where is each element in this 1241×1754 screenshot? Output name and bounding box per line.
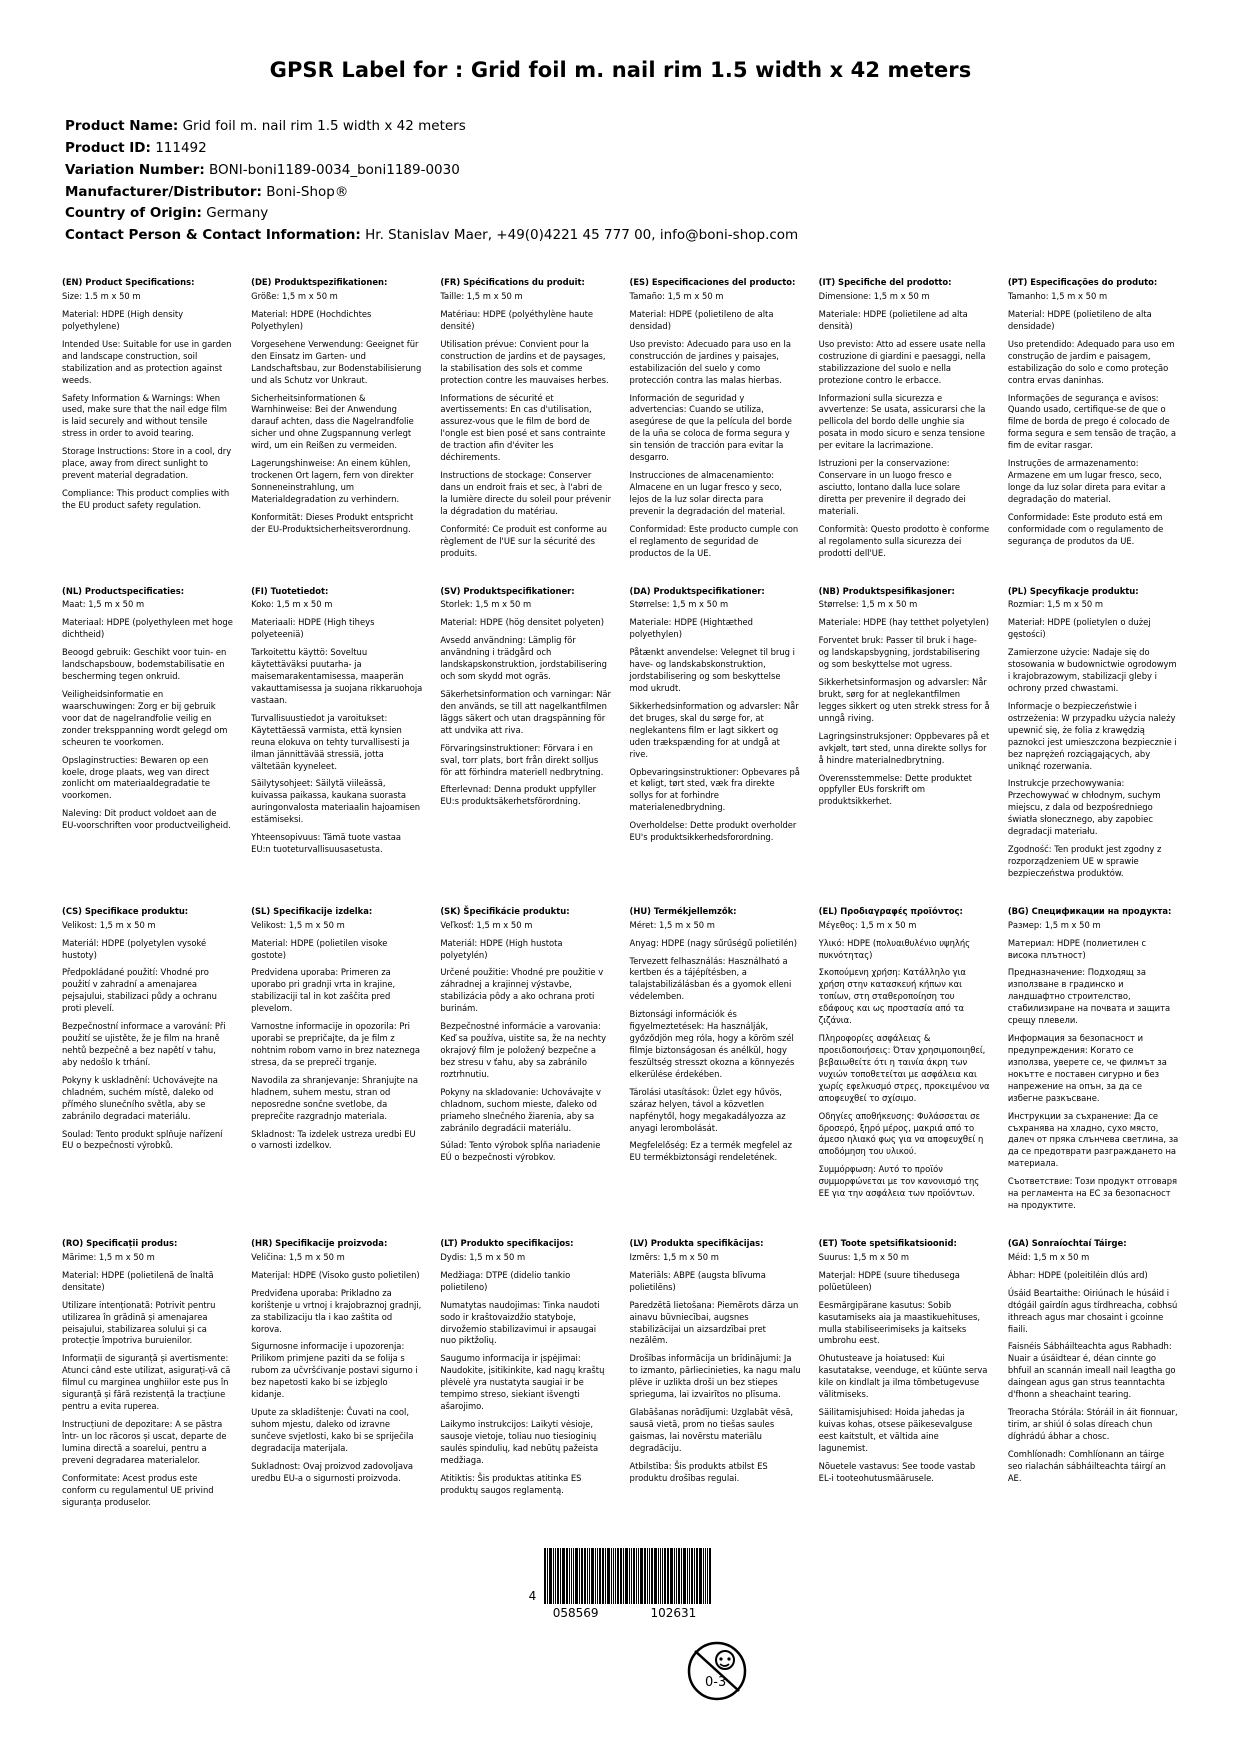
meta-value: 111492 <box>155 139 207 156</box>
spec-block-nb <box>819 586 990 880</box>
spec-paragraph: Úsáid Beartaithe: Oiriúnach le húsáid i dtógáil gairdín agus tírdhreacha, cobhsú ithreach agus mar chosaint i gcoinne fiaili. <box>1007 1287 1178 1334</box>
spec-paragraph: Tamaño: 1,5 m x 50 m <box>629 291 724 302</box>
page-title: GPSR Label for : Grid foil m. nail rim 1.5 width x 42 meters <box>269 58 972 82</box>
spec-paragraph: Soulad: Tento produkt splňuje nařízení EU o bezpečnosti výrobků. <box>62 1128 223 1151</box>
spec-block-hr <box>251 1238 422 1508</box>
meta-label: Manufacturer/Distributor: <box>65 183 262 200</box>
spec-paragraph: Varnostne informacije in opozorila: Pri uporabi se prepričajte, da je film z nohtnim robom varno in brez nateznega stresa, da se prepreči trganje. <box>251 1021 421 1067</box>
spec-block-it <box>819 277 990 559</box>
spec-paragraph: Συμμόρφωση: Αυτό το προϊόν συμμορφώνεται με τον κανονισμό της ΕΕ για την ασφάλεια των προϊόντων. <box>818 1164 980 1199</box>
spec-paragraph: Izmērs: 1,5 m x 50 m <box>629 1251 719 1262</box>
spec-paragraph: Sukladnost: Ovaj proizvod zadovoljava uredbu EU-a o sigurnosti proizvoda. <box>251 1460 414 1483</box>
spec-paragraph: Uso previsto: Adecuado para uso en la construcción de jardines y paisajes, estabilización del suelo y como protección contra las malas hierbas. <box>629 338 791 385</box>
spec-paragraph: Navodila za shranjevanje: Shranjujte na hladnem, suhem mestu, stran od neposredne sončne svetlobe, da preprečite razgradnjo materiala. <box>251 1074 418 1121</box>
spec-paragraph: Skladnost: Ta izdelek ustreza uredbi EU o varnosti izdelkov. <box>251 1128 416 1151</box>
spec-heading: (FR) Spécifications du produit: <box>440 277 585 288</box>
language-specifications-grid <box>62 277 1179 1508</box>
spec-paragraph: Sicherheitsinformationen & Warnhinweise: Bei der Anwendung darauf achten, dass die Nagelrandfolie sicher und ohne Zugspannung verlegt wird, um ein Reißen zu vermeiden. <box>251 392 414 451</box>
spec-heading: (PT) Especificações do produto: <box>1007 277 1158 288</box>
meta-label: Variation Number: <box>65 161 205 178</box>
spec-block-pl <box>1008 586 1179 880</box>
spec-paragraph: Yhteensopivuus: Tämä tuote vastaa EU:n tuoteturvallisuusasetusta. <box>251 832 402 855</box>
spec-paragraph: Οδηγίες αποθήκευσης: Φυλάσσεται σε δροσερό, ξηρό μέρος, μακριά από το άμεσο ηλιακό φως για να αποφευχθεί η αποδόμηση του υλικού. <box>818 1110 984 1157</box>
meta-label: Contact Person & Contact Information: <box>65 227 361 244</box>
spec-heading: (SK) Špecifikácie produktu: <box>440 905 570 916</box>
spec-paragraph: Veličina: 1,5 m x 50 m <box>251 1251 345 1262</box>
spec-paragraph: Utilizare intenționată: Potrivit pentru utilizarea în grădină și amenajarea peisajului, stabilizarea solului și ca protecție împotriva buruienilor. <box>62 1299 216 1346</box>
spec-paragraph: Atbilstība: Šis produkts atbilst ES produktu drošības regulai. <box>629 1460 768 1483</box>
spec-paragraph: Drošības informācija un brīdinājumi: Ja to izmanto, pārliecinieties, ka nagu malu plēve ir uzlikta droši un bez stiepes sprieguma, lai izvairītos no plīsuma. <box>629 1353 801 1400</box>
spec-paragraph: Naleving: Dit product voldoet aan de EU-voorschriften voor productveiligheid. <box>62 808 231 831</box>
meta-value: Boni-Shop® <box>266 183 349 200</box>
spec-paragraph: Bezpečnostní informace a varování: Při použití se ujistěte, že je film na hraně nehtů bezpečně a bez napětí v tahu, aby nedošlo k trhání. <box>62 1021 226 1067</box>
spec-paragraph: Größe: 1,5 m x 50 m <box>251 291 338 302</box>
spec-paragraph: Matériau: HDPE (polyéthylène haute densité) <box>440 309 594 331</box>
spec-paragraph: Uso previsto: Atto ad essere usate nella costruzione di giardini e paesaggi, nella stabilizzazione del suolo e nella protezione contro le erbacce. <box>818 338 986 385</box>
spec-paragraph: Instrucțiuni de depozitare: A se păstra într- un loc răcoros și uscat, departe de lumina directă a soarelui, pentru a preveni degradarea materialelor. <box>62 1418 227 1465</box>
spec-paragraph: Conformidad: Este producto cumple con el reglamento de seguridad de productos de la UE. <box>629 523 799 558</box>
meta-row-product-id <box>65 138 1179 160</box>
spec-paragraph: Σκοπούμενη χρήση: Κατάλληλο για χρήση στην κατασκευή κήπων και τοπίων, στη σταθεροποίηση του εδάφους και ως προστασία από τα ζιζάνια. <box>818 967 966 1026</box>
spec-paragraph: Materiaali: HDPE (High tiheys polyeteeniä) <box>251 617 375 640</box>
spec-paragraph: Materiale: HDPE (polietilene ad alta densità) <box>818 309 968 331</box>
spec-paragraph: Biztonsági információk és figyelmeztetések: Ha használják, győződjön meg róla, hogy a köröm szél filmje biztonságosan és anélkül, hogy feszültség stresszt okozna a könnyezés elkerülése érdekében. <box>629 1009 795 1079</box>
spec-paragraph: Съответствие: Този продукт отговаря на регламента на ЕС за безопасност на продуктите. <box>1007 1176 1178 1211</box>
ce-mark-icon <box>483 1641 579 1705</box>
spec-paragraph: Uso pretendido: Adequado para uso em construção de jardim e paisagem, estabilização do solo e como proteção contra ervas daninhas. <box>1007 338 1175 385</box>
spec-block-de <box>251 277 422 559</box>
age-restriction-label: 0-3 <box>704 1675 726 1691</box>
spec-heading: (DA) Produktspecifikationer: <box>629 585 765 596</box>
spec-paragraph: Medžiaga: DTPE (didelio tankio polietileno) <box>440 1269 571 1292</box>
meta-row-product-name <box>65 116 1179 138</box>
product-meta <box>65 116 1179 247</box>
footer <box>62 1548 1179 1706</box>
spec-heading: (DE) Produktspezifikationen: <box>251 277 388 288</box>
spec-block-sk <box>440 906 611 1212</box>
spec-paragraph: Velikost: 1,5 m x 50 m <box>251 919 345 930</box>
spec-heading: (BG) Спецификации на продукта: <box>1007 905 1172 916</box>
spec-paragraph: Dimensione: 1,5 m x 50 m <box>818 291 930 302</box>
spec-paragraph: Informações de segurança e avisos: Quando usado, certifique-se de que o filme de borda de prego é colocado de forma segura e sem tensão de tração, a fim de evitar rasgar. <box>1007 392 1177 451</box>
spec-paragraph: Størrelse: 1,5 m x 50 m <box>629 599 729 610</box>
no-children-under-3-icon <box>675 1640 759 1706</box>
spec-paragraph: Méret: 1,5 m x 50 m <box>629 919 715 930</box>
spec-paragraph: Dydis: 1,5 m x 50 m <box>440 1251 526 1262</box>
barcode-right-group: 102631 <box>650 1606 697 1621</box>
spec-paragraph: Istruzioni per la conservazione: Conservare in un luogo fresco e asciutto, lontano dalla luce solare diretta per prevenire il degrado dei materiali. <box>818 458 966 516</box>
spec-paragraph: Material: HDPE (polietileno de alta densidad) <box>629 309 774 331</box>
spec-paragraph: Instrukcje przechowywania: Przechowywać w chłodnym, suchym miejscu, z dala od bezpośredniego światła słonecznego, aby zapobiec degradacji materiału. <box>1007 778 1161 837</box>
spec-paragraph: Размер: 1,5 m x 50 m <box>1007 919 1101 930</box>
spec-paragraph: Súlad: Tento výrobok spĺňa nariadenie EÚ o bezpečnosti výrobkov. <box>440 1140 601 1163</box>
spec-paragraph: Conformidade: Este produto está em conformidade com o regulamento de segurança de produtos da UE. <box>1007 511 1164 546</box>
spec-paragraph: Rozmiar: 1,5 m x 50 m <box>1007 599 1104 610</box>
spec-paragraph: Storlek: 1,5 m x 50 m <box>440 599 532 610</box>
spec-paragraph: Méid: 1,5 m x 50 m <box>1007 1251 1090 1262</box>
spec-paragraph: Safety Information & Warnings: When used, make sure that the nail edge film is laid securely and without tensile stress in order to avoid tearing. <box>62 392 228 439</box>
spec-paragraph: Opbevaringsinstruktioner: Opbevares på et køligt, tørt sted, væk fra direkte sollys for at forhindre materialenedbrydning. <box>629 766 800 813</box>
spec-paragraph: Size: 1.5 m x 50 m <box>62 291 141 302</box>
spec-paragraph: Anyag: HDPE (nagy sűrűségű polietilén) <box>629 937 797 948</box>
spec-paragraph: Intended Use: Suitable for use in garden and landscape construction, soil stabilization and as protection against weeds. <box>62 338 232 385</box>
meta-value: Hr. Stanislav Maer, +49(0)4221 45 777 00, info@boni-shop.com <box>365 227 799 244</box>
barcode-bars <box>544 1548 712 1604</box>
spec-paragraph: Информация за безопасност и предупреждения: Когато се използва, уверете се, че филмът за нокътте е поставен сигурно и без напрежение на опън, за да се избегне разкъсване. <box>1007 1033 1167 1103</box>
spec-block-lv <box>630 1238 801 1508</box>
spec-paragraph: Paredzētā lietošana: Piemērots dārza un ainavu būvniecībai, augsnes stabilizācijai un aizsardzībai pret nezālēm. <box>629 1299 799 1346</box>
spec-heading: (PL) Specyfikacje produktu: <box>1007 585 1139 596</box>
spec-heading: (ET) Toote spetsifikatsioonid: <box>818 1238 957 1248</box>
spec-paragraph: Предназначение: Подходящ за използване в градинско и ландшафтно строителство, стабилизиране на почвата и защита срещу плевели. <box>1007 967 1171 1026</box>
spec-block-ro <box>62 1238 233 1508</box>
meta-row-contact <box>65 225 1179 247</box>
spec-paragraph: Upute za skladištenje: Čuvati na cool, suhom mjestu, daleko od izravne sunčeve svjetlosti, kako bi se spriječila degradacija materijala. <box>251 1407 414 1453</box>
spec-heading: (NL) Productspecificaties: <box>62 585 185 596</box>
spec-paragraph: Opslaginstructies: Bewaren op een koele, droge plaats, weg van direct zonlicht om materiaaldegradatie te voorkomen. <box>62 754 211 801</box>
spec-paragraph: Informacje o bezpieczeństwie i ostrzeżenia: W przypadku użycia należy upewnić się, że folia z krawędzią paznokci jest umieszczona bezpiecznie i bez naprężeń rozciągających, aby uniknąć rozerwania. <box>1007 700 1177 771</box>
spec-paragraph: Conformità: Questo prodotto è conforme al regolamento sulla sicurezza dei prodotti dell'UE. <box>818 523 990 558</box>
spec-paragraph: Material: HDPE (Hochdichtes Polyethylen) <box>251 309 372 331</box>
spec-paragraph: Veľkosť: 1,5 m x 50 m <box>440 919 533 930</box>
spec-heading: (CS) Specifikace produktu: <box>62 905 189 916</box>
spec-paragraph: Megfelelőség: Ez a termék megfelel az EU termékbiztonsági rendeletének. <box>629 1140 792 1163</box>
spec-paragraph: Overensstemmelse: Dette produktet oppfyller EUs forskrift om produktsikkerhet. <box>818 772 972 807</box>
spec-heading: (HU) Termékjellemzők: <box>629 905 737 916</box>
spec-block-bg <box>1008 906 1179 1212</box>
spec-paragraph: Säilytysohjeet: Säilytä viileässä, kuivassa paikassa, kaukana suorasta auringonvalosta materiaalin hajoamisen estämiseksi. <box>251 778 421 825</box>
spec-paragraph: Veiligheidsinformatie en waarschuwingen: Zorg er bij gebruik voor dat de nagelrandfolie veilig en zonder treksppanning wordt gelegd om scheuren te voorkomen. <box>62 688 228 747</box>
spec-paragraph: Informații de siguranță și avertismente: Atunci când este utilizat, asigurați-vă că filmul cu marginea unghiilor este pus în siguranță și fără rezistență la tracțiune pentru a evita ruperea. <box>62 1353 231 1412</box>
spec-paragraph: Informazioni sulla sicurezza e avvertenze: Se usata, assicurarsi che la pellicola del bordo delle unghie sia posata in modo sicuro e senza tensione per evitare la lacrimazione. <box>818 392 986 451</box>
spec-paragraph: Инструкции за съхранение: Да се съхранява на хладно, сухо място, далеч от пряка слънчева светлина, за да се предотврати разграждането на материала. <box>1007 1110 1179 1169</box>
spec-heading: (IT) Specifiche del prodotto: <box>818 277 952 288</box>
spec-paragraph: Ábhar: HDPE (poleitiléin dlús ard) <box>1007 1269 1148 1280</box>
spec-paragraph: Saugumo informacija ir įspėjimai: Naudokite, įsitikinkite, kad nagų kraštų plėvelė yra nustatyta saugiai ir be tempimo streso, siekiant išvengti ašarojimo. <box>440 1353 605 1412</box>
spec-heading: (NB) Produktspesifikasjoner: <box>818 585 955 596</box>
spec-paragraph: Konformität: Dieses Produkt entspricht der EU-Produktsicherheitsverordnung. <box>251 511 414 534</box>
spec-paragraph: Säilitamisjuhised: Hoida jahedas ja kuivas kohas, otsese päikesevalguse eest kaitstult, et vältida aine lagunemist. <box>818 1407 973 1453</box>
spec-paragraph: Compliance: This product complies with the EU product safety regulation. <box>62 487 230 510</box>
spec-paragraph: Material: HDPE (High density polyethylene) <box>62 309 184 331</box>
spec-paragraph: Atitiktis: Šis produktas atitinka ES produktų saugos reglamentą. <box>440 1472 582 1495</box>
spec-paragraph: Lagringsinstruksjoner: Oppbevares på et avkjølt, tørt sted, unna direkte sollys for å hindre materialnedbrytning. <box>818 730 990 765</box>
spec-paragraph: Material: HDPE (polietilenă de înaltă densitate) <box>62 1269 214 1292</box>
spec-heading: (EN) Product Specifications: <box>62 277 195 288</box>
spec-paragraph: Sigurnosne informacije i upozorenja: Prilikom primjene paziti da se folija s rubom za učvršćivanje postavi sigurno i bez napetosti kako bi se izbjeglo kidanje. <box>251 1341 418 1400</box>
meta-value: Grid foil m. nail rim 1.5 width x 42 meters <box>182 118 466 134</box>
spec-paragraph: Tamanho: 1,5 m x 50 m <box>1007 291 1108 302</box>
spec-paragraph: Zamierzone użycie: Nadaje się do stosowania w budownictwie ogrodowym i krajobrazowym, stabilizacji gleby i ochrony przed chwastami. <box>1007 647 1177 693</box>
spec-paragraph: Sikkerhetsinformasjon og advarsler: Når brukt, sørg for at neglekantfilmen legges sikkert og uten strekk stress for å unngå riving. <box>818 677 990 723</box>
spec-paragraph: Faisnéis Sábháilteachta agus Rabhadh: Nuair a úsáidtear é, déan cinnte go bhfuil an scannán imeall nail leagtha go daingean agus gan strus teanntachta d'fhonn a sheachaint tearing. <box>1007 1341 1176 1400</box>
spec-paragraph: Suurus: 1,5 m x 50 m <box>818 1251 910 1262</box>
spec-paragraph: Tarkoitettu käyttö: Soveltuu käytettäväksi puutarha- ja maisemarakentamisessa, maaperän vakauttamisessa ja suojana rikkaruohoja vastaan. <box>251 647 423 705</box>
spec-paragraph: Předpokládané použití: Vhodné pro použití v zahradní a amenajarea pejsajului, stabilizaci půdy a ochranu proti plevelí. <box>62 967 217 1014</box>
spec-paragraph: Mărime: 1,5 m x 50 m <box>62 1251 155 1262</box>
spec-paragraph: Lagerungshinweise: An einem kühlen, trockenen Ort lagern, fern von direkter Sonneneinstrahlung, um Materialdegradation zu verhindern. <box>251 458 414 504</box>
spec-paragraph: Velikost: 1,5 m x 50 m <box>62 919 156 930</box>
spec-heading: (ES) Especificaciones del producto: <box>629 277 796 288</box>
spec-paragraph: Efterlevnad: Denna produkt uppfyller EU:s produktsäkerhetsförordning. <box>440 784 597 807</box>
spec-paragraph: Instrucciones de almacenamiento: Almacene en un lugar fresco y seco, lejos de la luz solar directa para prevenir la degradación del material. <box>629 470 786 516</box>
meta-row-country-of-origin <box>65 203 1179 225</box>
spec-paragraph: Størrelse: 1,5 m x 50 m <box>818 599 918 610</box>
spec-paragraph: Treoracha Stórála: Stóráil in áit fionnuar, tirim, ar shiúl ó solas díreach chun díghrádú ábhar a chosc. <box>1007 1407 1178 1441</box>
spec-paragraph: Taille: 1,5 m x 50 m <box>440 291 523 302</box>
meta-value: Germany <box>206 205 269 222</box>
spec-paragraph: Instruções de armazenamento: Armazene em um lugar fresco, seco, longe da luz solar direta para evitar a degradação do material. <box>1007 458 1166 504</box>
spec-paragraph: Materiāls: ABPE (augsta blīvuma polietilēns) <box>629 1269 766 1292</box>
spec-paragraph: Materiál: HDPE (polyetylen vysoké hustoty) <box>62 937 207 960</box>
spec-block-et <box>819 1238 990 1508</box>
spec-heading: (LV) Produkta specifikācijas: <box>629 1238 764 1248</box>
meta-label: Product ID: <box>65 139 151 156</box>
spec-paragraph: Material: HDPE (polietilen visoke gostote) <box>251 937 388 960</box>
spec-paragraph: Påtænkt anvendelse: Velegnet til brug i have- og landskabskonstruktion, jordstabilisering og som beskyttelse mod ukrudt. <box>629 647 795 693</box>
spec-paragraph: Zgodność: Ten produkt jest zgodny z rozporządzeniem UE w sprawie bezpieczeństwa produktów. <box>1007 844 1162 878</box>
spec-paragraph: Laikymo instrukcijos: Laikyti vėsioje, sausoje vietoje, toliau nuo tiesioginių saulės spindulių, kad nebūtų pažeista medžiaga. <box>440 1418 599 1465</box>
spec-heading: (HR) Specifikacije proizvoda: <box>251 1238 388 1248</box>
spec-paragraph: Comhlíonadh: Comhlíonann an táirge seo rialachán sábháilteachta táirgí an AE. <box>1007 1448 1166 1483</box>
spec-paragraph: Instructions de stockage: Conserver dans un endroit frais et sec, à l'abri de la lumière directe du soleil pour prévenir la dégradation du matériau. <box>440 470 611 516</box>
spec-paragraph: Utilisation prévue: Convient pour la construction de jardins et de paysages, la stabilisation des sols et comme protection contre les mauvaises herbes. <box>440 338 609 385</box>
spec-block-hu <box>630 906 801 1212</box>
spec-heading: (EL) Προδιαγραφές προϊόντος: <box>818 905 963 916</box>
spec-heading: (RO) Specificații produs: <box>62 1238 178 1248</box>
meta-value: BONI-boni1189-0034_boni1189-0030 <box>209 161 460 178</box>
spec-paragraph: Numatytas naudojimas: Tinka naudoti sodo ir kraštovaizdžio statyboje, dirvožemio stabilizavimui ir apsaugai nuo piktžolių. <box>440 1299 600 1346</box>
spec-paragraph: Ohutusteave ja hoiatused: Kui kasutatakse, veenduge, et küünte serva kile on kindlalt ja ilma tõmbetugevuse välitmiseks. <box>818 1353 988 1400</box>
spec-paragraph: Materijal: HDPE (Visoko gusto polietilen) <box>251 1269 420 1280</box>
spec-paragraph: Πληροφορίες ασφάλειας & προειδοποιήσεις: Όταν χρησιμοποιηθεί, βεβαιωθείτε ότι η ταινία άκρη των νυχιών τοποθετείται με ασφάλεια και χωρίς εφελκυσμό στρες, προκειμένου να αποφευχθεί το σχίσιμο. <box>818 1033 990 1103</box>
spec-paragraph: Glabāšanas norādījumi: Uzglabāt vēsā, sausā vietā, prom no tiešas saules gaismas, lai novērstu materiālu degradāciju. <box>629 1407 794 1453</box>
spec-paragraph: Storage Instructions: Store in a cool, dry place, away from direct sunlight to prevent material degradation. <box>62 446 232 481</box>
spec-paragraph: Materjal: HDPE (suure tihedusega polüetüleen) <box>818 1269 960 1292</box>
spec-heading: (SV) Produktspecifikationer: <box>440 585 575 596</box>
spec-block-fr <box>440 277 611 559</box>
spec-paragraph: Tárolási utasítások: Üzlet egy hűvös, száraz helyen, távol a közvetlen napfénytől, hogy megakadályozza az anyagi lerombolását. <box>629 1086 786 1133</box>
spec-heading: (GA) Sonraíochtaí Táirge: <box>1007 1238 1127 1248</box>
conformity-marks <box>483 1640 759 1706</box>
spec-paragraph: Säkerhetsinformation och varningar: När den används, se till att nagelkantfilmen läggs säkert och utan dragspänning för att undvika att riva. <box>440 688 611 735</box>
spec-paragraph: Vorgesehene Verwendung: Geeignet für den Einsatz im Garten- und Landschaftsbau, zur Bodenstabilisierung und als Schutz vor Unkraut. <box>251 338 422 385</box>
spec-paragraph: Materiál: HDPE (High hustota polyetylén) <box>440 937 563 960</box>
spec-paragraph: Určené použitie: Vhodné pre použitie v záhradnej a krajinnej výstavbe, stabilizácia pôdy a ako ochrana proti burinám. <box>440 967 604 1014</box>
spec-paragraph: Maat: 1,5 m x 50 m <box>62 599 145 610</box>
barcode-lead-digit: 4 <box>528 1589 537 1604</box>
spec-block-sl <box>251 906 422 1212</box>
spec-block-cs <box>62 906 233 1212</box>
spec-block-pt <box>1008 277 1179 559</box>
spec-paragraph: Overholdelse: Dette produkt overholder EU's produktsikkerhedsforordning. <box>629 820 797 843</box>
barcode <box>529 1548 713 1604</box>
spec-block-nl <box>62 586 233 880</box>
spec-paragraph: Materiaal: HDPE (polyethyleen met hoge dichtheid) <box>62 617 233 640</box>
barcode-number-row <box>545 1606 697 1620</box>
spec-block-fi <box>251 586 422 880</box>
spec-paragraph: Predvidena uporaba: Primeren za uporabo pri gradnji vrta in krajine, stabilizaciji tal in kot zaščita pred plevelom. <box>251 967 396 1014</box>
barcode-left-group: 058569 <box>552 1606 599 1621</box>
spec-heading: (SL) Specifikacije izdelka: <box>251 905 373 916</box>
spec-paragraph: Bezpečnostné informácie a varovania: Keď sa používa, uistite sa, že na nechty okrajový film je položený bezpečne a bez stresu v ťahu, aby sa zabránilo roztrhnutiu. <box>440 1021 607 1079</box>
spec-paragraph: Informations de sécurité et avertissements: En cas d'utilisation, assurez-vous que le film de bord de l'ongle est bien posé et sans contrainte de traction afin d'éviter les déchirements. <box>440 392 606 463</box>
spec-paragraph: Förvaringsinstruktioner: Förvara i en sval, torr plats, bort från direkt solljus för att förhindra materiell nedbrytning. <box>440 742 604 777</box>
spec-paragraph: Material: HDPE (polietileno de alta densidade) <box>1007 309 1152 331</box>
spec-paragraph: Forventet bruk: Passer til bruk i hage- og landskapsbygning, jordstabilisering og som beskyttelse mot ugress. <box>818 635 980 670</box>
spec-paragraph: Materiał: HDPE (polietylen o dużej gęstości) <box>1007 617 1151 640</box>
spec-paragraph: Conformité: Ce produit est conforme au règlement de l'UE sur la sécurité des produits. <box>440 523 607 558</box>
spec-paragraph: Beoogd gebruik: Geschikt voor tuin- en landschapsbouw, bodemstabilisatie en bescherming tegen onkruid. <box>62 647 227 682</box>
spec-paragraph: Υλικό: HDPE (πολυαιθυλένιο υψηλής πυκνότητας) <box>818 937 971 960</box>
spec-block-es <box>630 277 801 559</box>
spec-block-en <box>62 277 233 559</box>
spec-paragraph: Μέγεθος: 1,5 m x 50 m <box>818 919 917 930</box>
spec-paragraph: Turvallisuustiedot ja varoitukset: Käytettäessä varmista, että kynsien reuna elokuva on tehty turvallisesti ja ilman jännittävää stressiä, jotta vältetään kyyneleet. <box>251 712 410 771</box>
meta-row-manufacturer <box>65 182 1179 204</box>
spec-paragraph: Eesmärgipärane kasutus: Sobib kasutamiseks aia ja maastikuehituses, mulla stabiliseerimiseks ja kaitseks umbrohu eest. <box>818 1299 981 1346</box>
meta-label: Product Name: <box>65 118 179 134</box>
spec-paragraph: Pokyny k uskladnění: Uchovávejte na chladném, suchém místě, daleko od přímého slunečního světla, aby se zabránilo degradaci materiálu. <box>62 1074 218 1121</box>
spec-block-el <box>819 906 990 1212</box>
spec-paragraph: Conformitate: Acest produs este conform cu regulamentul UE privind siguranța produselor. <box>62 1472 214 1507</box>
spec-heading: (FI) Tuotetiedot: <box>251 585 329 596</box>
spec-paragraph: Nõuetele vastavus: See toode vastab EL-i tooteohutusmäärusele. <box>818 1460 976 1483</box>
meta-row-variation-number <box>65 160 1179 182</box>
spec-paragraph: Avsedd användning: Lämplig för användning i trädgård och landskapskonstruktion, jordstabilisering och som skydd mot ogräs. <box>440 635 607 682</box>
spec-paragraph: Материал: HDPE (полиетилен с висока плътност) <box>1007 937 1147 960</box>
spec-heading: (LT) Produkto specifikacijos: <box>440 1238 574 1248</box>
spec-block-ga <box>1008 1238 1179 1508</box>
spec-paragraph: Sikkerhedsinformation og advarsler: Når det bruges, skal du sørge for, at neglekantens film er lagt sikkert og uden trækspænding for at undgå at rive. <box>629 700 799 759</box>
spec-paragraph: Materiale: HDPE (Hightæthed polyethylen) <box>629 617 753 640</box>
spec-block-lt <box>440 1238 611 1508</box>
meta-label: Country of Origin: <box>65 205 202 222</box>
spec-paragraph: Predviđena uporaba: Prikladno za korištenje u vrtnoj i krajobraznoj gradnji, za stabilizaciju tla i kao zaštita od korova. <box>251 1287 422 1334</box>
spec-block-da <box>630 586 801 880</box>
spec-block-sv <box>440 586 611 880</box>
spec-paragraph: Información de seguridad y advertencias: Cuando se utiliza, asegúrese de que la película del borde de la uña se coloca de forma segura y sin tensión de tracción para evitar la desgarro. <box>629 392 792 463</box>
spec-paragraph: Materiale: HDPE (hay tetthet polyetylen) <box>818 617 989 628</box>
spec-paragraph: Material: HDPE (hög densitet polyeten) <box>440 617 605 628</box>
spec-paragraph: Pokyny na skladovanie: Uchovávajte v chladnom, suchom mieste, ďaleko od priameho slnečného žiarenia, aby sa zabránilo degradácii materiálu. <box>440 1086 601 1133</box>
spec-paragraph: Tervezett felhasználás: Használható a kertben és a tájépítésben, a talajstabilizálásban és a gyomok elleni védelemben. <box>629 955 792 1002</box>
spec-paragraph: Koko: 1,5 m x 50 m <box>251 599 333 610</box>
